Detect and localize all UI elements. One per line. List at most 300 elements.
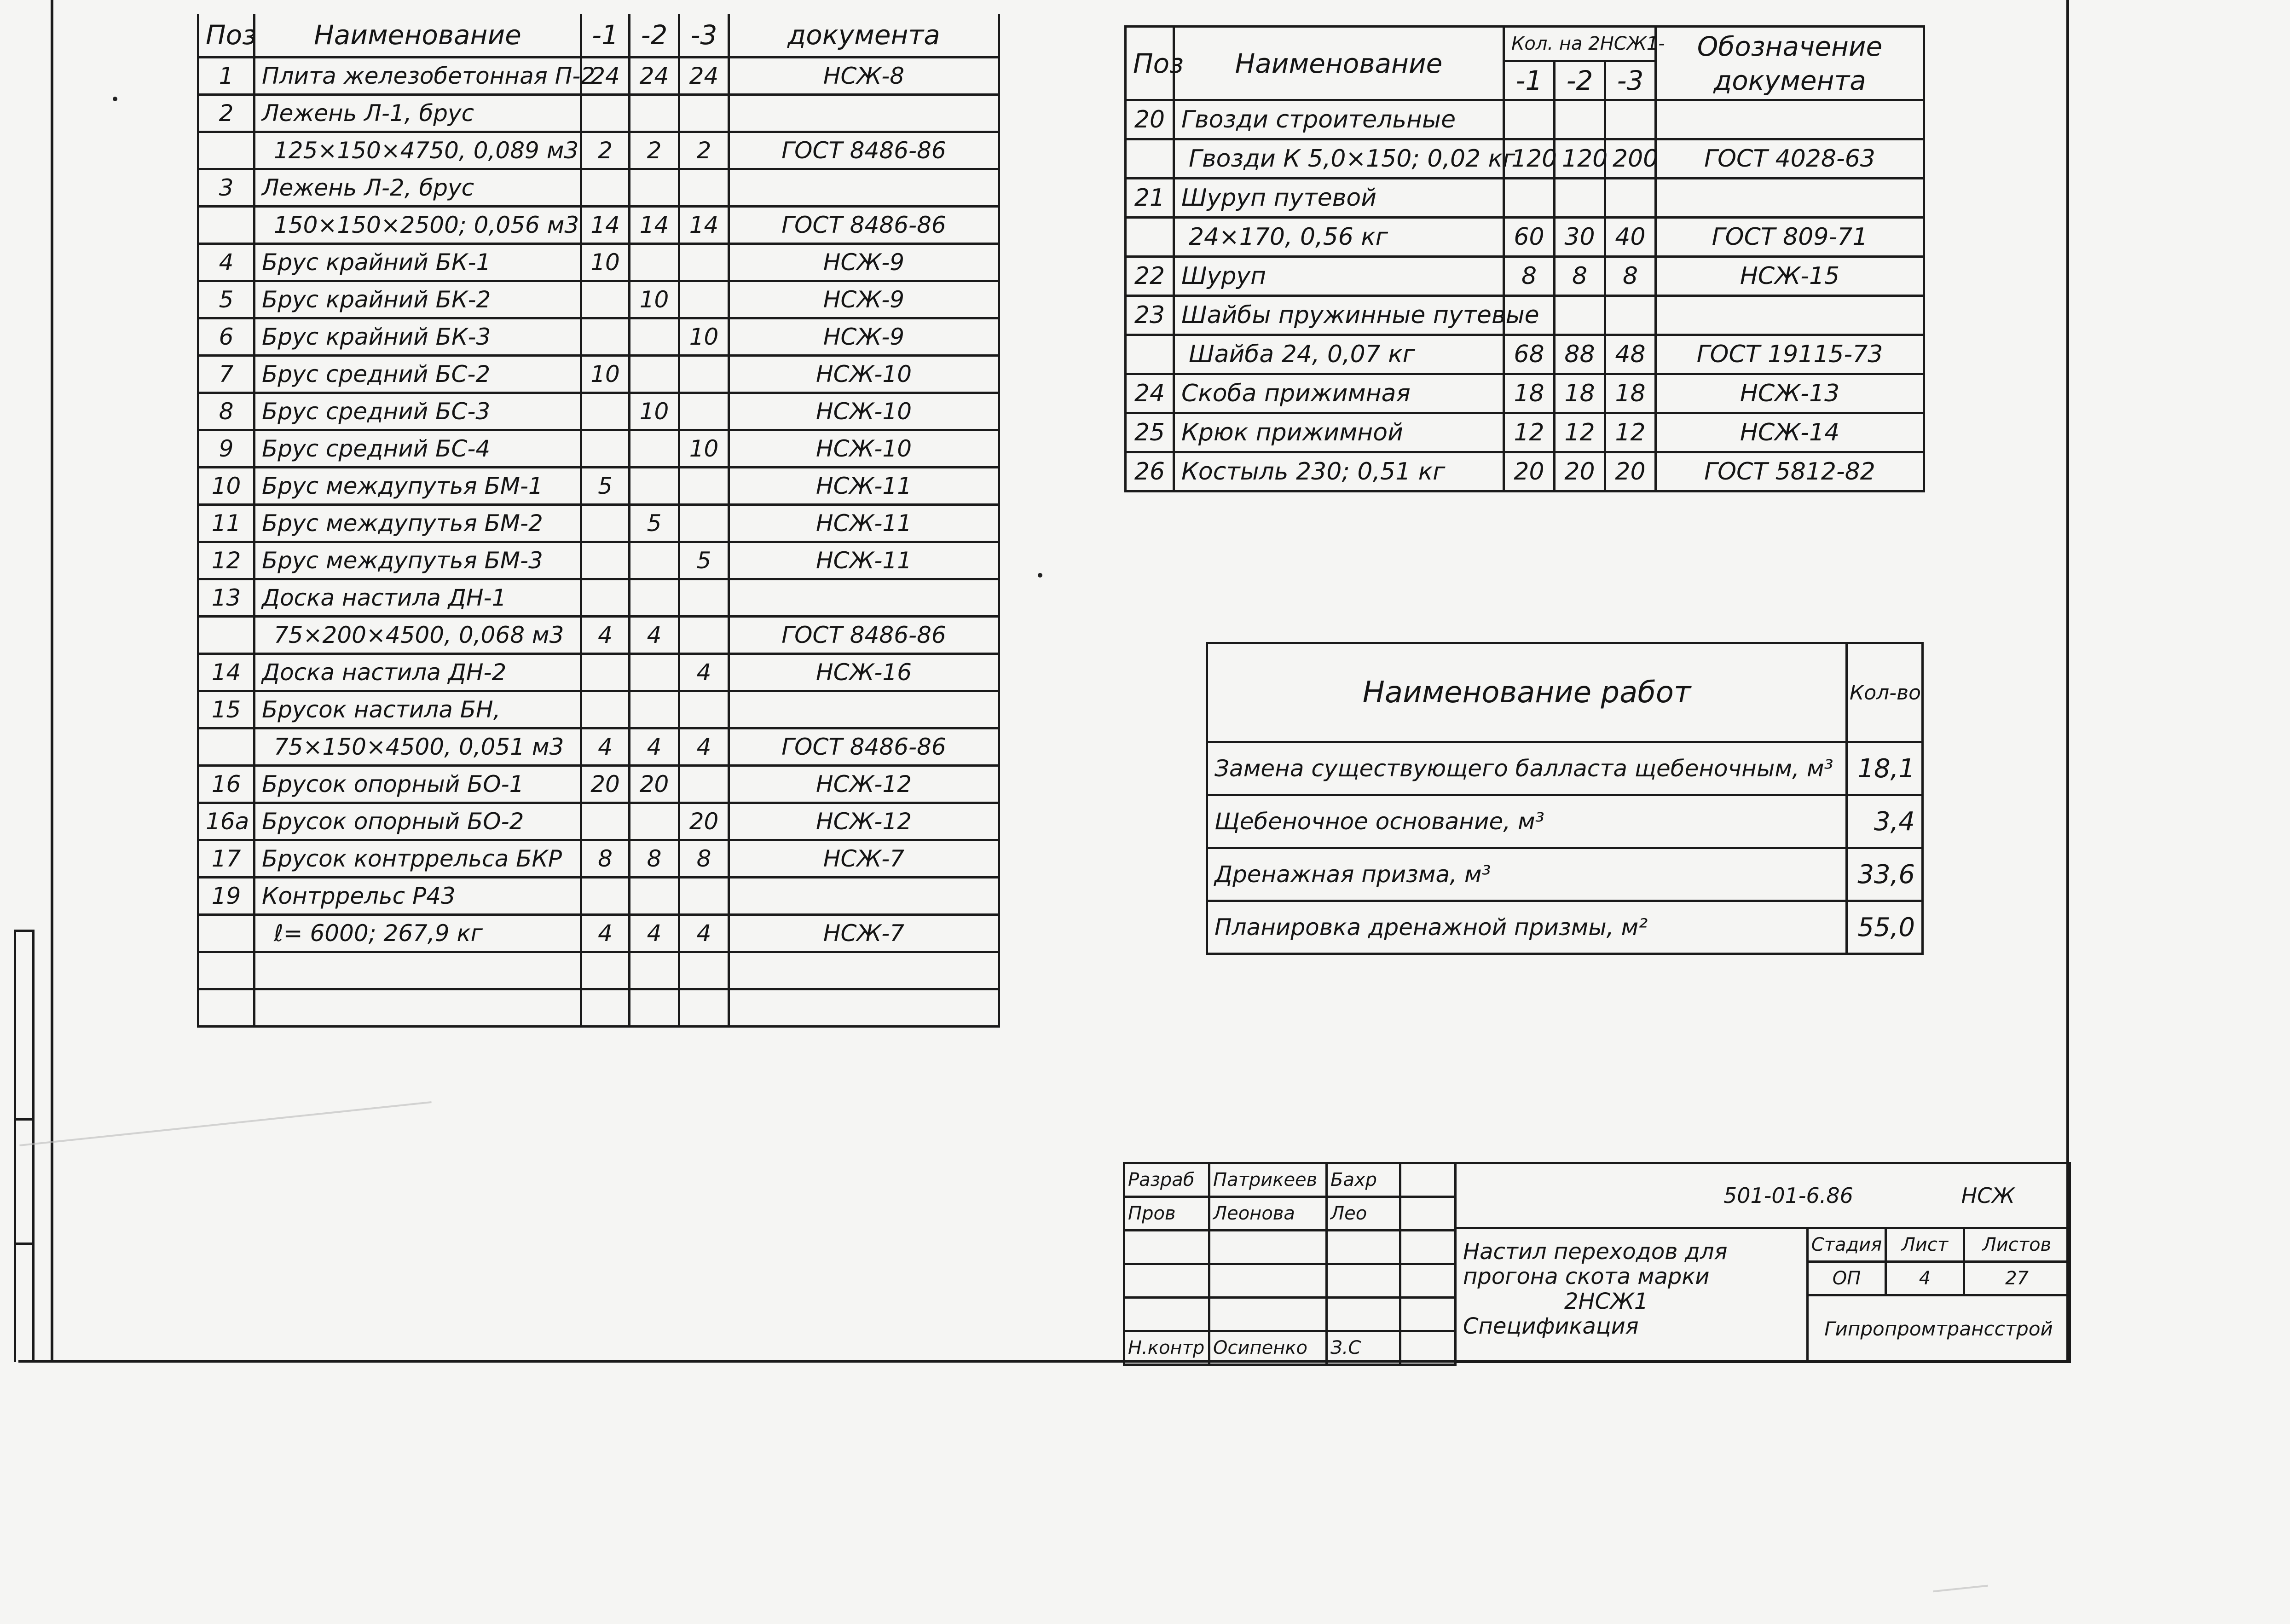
row-name: Брус средний БС-3 [254, 393, 581, 430]
row-name: Брусок настила БН, [254, 691, 581, 728]
col-header-name: Наименование [1174, 27, 1504, 100]
row-pos: 3 [198, 169, 254, 207]
speck [113, 97, 117, 101]
row-doc: НСЖ-11 [729, 505, 999, 542]
row-qty-2 [630, 878, 679, 915]
signature-date [1400, 1298, 1456, 1331]
row-qty-3: 10 [679, 430, 729, 468]
row-pos [1126, 139, 1174, 179]
signature-role [1124, 1231, 1209, 1264]
signature-date [1400, 1331, 1456, 1365]
signature-person: Леонова [1209, 1197, 1327, 1231]
row-qty-1: 14 [581, 207, 630, 244]
organization-name: Гипропромтрансстрой [1808, 1295, 2070, 1362]
table-row [1126, 139, 1924, 179]
row-doc: НСЖ-14 [1656, 413, 1924, 452]
row-qty-3: 5 [679, 542, 729, 579]
table-row [198, 878, 999, 915]
row-pos: 8 [198, 393, 254, 430]
row-pos: 11 [198, 505, 254, 542]
table-row [198, 840, 999, 878]
row-qty-1: 68 [1504, 335, 1555, 374]
row-qty-1: 24 [581, 58, 630, 95]
row-qty-1 [581, 281, 630, 318]
row-name: 125×150×4750, 0,089 м3 [254, 132, 581, 169]
table-row [1207, 795, 1923, 848]
row-name: Костыль 230; 0,51 кг [1174, 452, 1504, 491]
row-pos: 17 [198, 840, 254, 878]
row-qty-3 [679, 878, 729, 915]
row-doc: НСЖ-10 [729, 356, 999, 393]
row-qty-3 [679, 244, 729, 281]
row-name: 75×150×4500, 0,051 м3 [254, 728, 581, 766]
row-doc: НСЖ-9 [729, 281, 999, 318]
row-qty-2: 24 [630, 58, 679, 95]
row-qty-3 [679, 989, 729, 1027]
table-row [198, 989, 999, 1027]
col-header-work-qty: Кол-во [1847, 643, 1923, 742]
row-qty-3 [679, 468, 729, 505]
row-pos: 22 [1126, 257, 1174, 296]
table-row [198, 393, 999, 430]
row-qty-3: 2 [679, 132, 729, 169]
table-row [198, 132, 999, 169]
row-qty-2 [630, 95, 679, 132]
row-qty-2 [630, 318, 679, 356]
signature-row [1124, 1331, 1456, 1365]
row-doc [729, 952, 999, 989]
signature-person [1209, 1231, 1327, 1264]
row-qty-1: 20 [581, 766, 630, 803]
works-table [1206, 642, 1924, 955]
col-header-doc-line1: Обозначение [1697, 30, 1883, 62]
row-name: Шуруп [1174, 257, 1504, 296]
row-qty-2: 88 [1555, 335, 1605, 374]
row-doc: НСЖ-10 [729, 430, 999, 468]
row-name: Брусок опорный БО-1 [254, 766, 581, 803]
signature-person: Осипенко [1209, 1331, 1327, 1365]
col-header-doc-line2: документа [1713, 64, 1866, 96]
row-qty-1 [581, 691, 630, 728]
spec-table-left-body [198, 58, 999, 1027]
row-qty-1 [1504, 100, 1555, 139]
row-qty-2: 5 [630, 505, 679, 542]
document-code: 501-01-6.86 [1723, 1183, 1853, 1208]
row-pos: 20 [1126, 100, 1174, 139]
row-name: Шуруп путевой [1174, 179, 1504, 218]
spec-table-right [1124, 25, 1925, 492]
row-pos [198, 728, 254, 766]
row-doc: ГОСТ 4028-63 [1656, 139, 1924, 179]
row-doc: ГОСТ 19115-73 [1656, 335, 1924, 374]
row-pos [198, 915, 254, 952]
work-name: Дренажная призма, м³ [1207, 848, 1847, 901]
row-qty-1: 60 [1504, 218, 1555, 257]
row-doc: ГОСТ 809-71 [1656, 218, 1924, 257]
row-doc [729, 169, 999, 207]
sheet-value: 4 [1886, 1262, 1964, 1295]
row-doc: НСЖ-13 [1656, 374, 1924, 413]
row-pos: 12 [198, 542, 254, 579]
row-qty-2 [630, 952, 679, 989]
table-row [198, 728, 999, 766]
document-code-cell [1456, 1163, 2070, 1228]
row-doc: ГОСТ 5812-82 [1656, 452, 1924, 491]
row-name: Брус крайний БК-2 [254, 281, 581, 318]
row-doc: НСЖ-9 [729, 244, 999, 281]
row-pos: 5 [198, 281, 254, 318]
document-title-line1: Настил переходов для [1463, 1239, 1728, 1265]
table-row [1126, 374, 1924, 413]
row-qty-2 [1555, 296, 1605, 335]
row-qty-3: 200 [1605, 139, 1656, 179]
row-pos: 26 [1126, 452, 1174, 491]
row-name: Крюк прижимной [1174, 413, 1504, 452]
row-qty-2: 4 [630, 617, 679, 654]
row-qty-2 [630, 579, 679, 617]
signature-row [1124, 1298, 1456, 1331]
row-qty-3: 12 [1605, 413, 1656, 452]
row-pos: 16 [198, 766, 254, 803]
works-table-body [1207, 742, 1923, 954]
signature-role [1124, 1298, 1209, 1331]
row-pos: 15 [198, 691, 254, 728]
row-name: Брус средний БС-4 [254, 430, 581, 468]
row-qty-3: 40 [1605, 218, 1656, 257]
row-name: Брус средний БС-2 [254, 356, 581, 393]
row-name: Брус междупутья БМ-1 [254, 468, 581, 505]
signature-person [1209, 1264, 1327, 1298]
table-row [198, 207, 999, 244]
col-header-qty-1: -1 [581, 14, 630, 58]
table-row [198, 281, 999, 318]
table-row [1126, 335, 1924, 374]
title-block-labels-row [1456, 1228, 2070, 1262]
signature-role [1124, 1264, 1209, 1298]
row-pos: 16а [198, 803, 254, 840]
row-name: Брусок опорный БО-2 [254, 803, 581, 840]
row-qty-2: 120 [1555, 139, 1605, 179]
signature-date [1400, 1197, 1456, 1231]
row-qty-1 [581, 505, 630, 542]
binding-strip-low [14, 1243, 35, 1245]
sheets-label: Листов [1964, 1228, 2070, 1262]
table-row [198, 356, 999, 393]
row-qty-1 [581, 878, 630, 915]
row-qty-2: 12 [1555, 413, 1605, 452]
row-qty-1 [581, 169, 630, 207]
row-qty-1 [581, 952, 630, 989]
work-qty: 55,0 [1847, 901, 1923, 954]
signature-mark: З.С [1327, 1331, 1400, 1365]
row-pos [1126, 335, 1174, 374]
row-qty-2 [630, 989, 679, 1027]
table-header-row [198, 14, 999, 58]
row-name: Лежень Л-2, брус [254, 169, 581, 207]
row-pos: 10 [198, 468, 254, 505]
spec-table-right-body [1126, 100, 1924, 491]
row-qty-2: 8 [630, 840, 679, 878]
work-qty: 33,6 [1847, 848, 1923, 901]
row-qty-2: 30 [1555, 218, 1605, 257]
speck [1038, 573, 1042, 578]
signature-row [1124, 1264, 1456, 1298]
row-pos: 24 [1126, 374, 1174, 413]
row-name: Доска настила ДН-1 [254, 579, 581, 617]
row-qty-1: 20 [1504, 452, 1555, 491]
row-name: Шайба 24, 0,07 кг [1174, 335, 1504, 374]
row-pos [198, 207, 254, 244]
col-header-qty-2: -2 [1555, 61, 1605, 100]
col-header-doc: документа [729, 14, 999, 58]
row-qty-3 [679, 95, 729, 132]
row-pos [198, 989, 254, 1027]
row-qty-3: 8 [679, 840, 729, 878]
work-name: Планировка дренажной призмы, м² [1207, 901, 1847, 954]
document-title-line2: прогона скота марки [1463, 1264, 1710, 1289]
row-qty-2: 20 [1555, 452, 1605, 491]
col-header-qty-group: Кол. на 2НСЖ1- [1504, 27, 1656, 61]
row-doc [729, 691, 999, 728]
table-row [1207, 742, 1923, 795]
row-pos [198, 617, 254, 654]
signature-row [1124, 1197, 1456, 1231]
row-name: Шайбы пружинные путевые [1174, 296, 1504, 335]
title-block-main [1454, 1162, 2071, 1363]
row-pos: 14 [198, 654, 254, 691]
title-block-signatures [1123, 1162, 1457, 1366]
table-row [198, 579, 999, 617]
binding-strip [14, 930, 16, 1362]
row-qty-1 [581, 318, 630, 356]
row-name: Брус крайний БК-3 [254, 318, 581, 356]
table-row [1207, 848, 1923, 901]
row-name: Брусок контррельса БКР [254, 840, 581, 878]
row-doc: НСЖ-8 [729, 58, 999, 95]
row-pos: 23 [1126, 296, 1174, 335]
row-doc: ГОСТ 8486-86 [729, 617, 999, 654]
spec-table-left [197, 14, 1000, 1028]
row-name: Доска настила ДН-2 [254, 654, 581, 691]
row-qty-1 [581, 542, 630, 579]
table-row [198, 952, 999, 989]
row-qty-2: 8 [1555, 257, 1605, 296]
signature-date [1400, 1163, 1456, 1197]
row-doc: НСЖ-11 [729, 542, 999, 579]
row-name: Брус междупутья БМ-3 [254, 542, 581, 579]
row-name: 75×200×4500, 0,068 м3 [254, 617, 581, 654]
row-doc [729, 878, 999, 915]
binding-strip-top [14, 930, 35, 932]
row-name: Гвозди К 5,0×150; 0,02 кг [1174, 139, 1504, 179]
col-header-qty-3: -3 [679, 14, 729, 58]
row-qty-1 [581, 579, 630, 617]
row-doc: ГОСТ 8486-86 [729, 207, 999, 244]
table-row [198, 766, 999, 803]
row-qty-2: 18 [1555, 374, 1605, 413]
row-qty-2: 4 [630, 728, 679, 766]
row-qty-1: 2 [581, 132, 630, 169]
row-qty-1 [581, 393, 630, 430]
row-name: Скоба прижимная [1174, 374, 1504, 413]
row-qty-1 [581, 989, 630, 1027]
signature-mark: Лео [1327, 1197, 1400, 1231]
table-row [198, 915, 999, 952]
smudge [19, 1101, 431, 1146]
signature-person [1209, 1298, 1327, 1331]
row-qty-3: 4 [679, 654, 729, 691]
document-suffix: НСЖ [1961, 1183, 2015, 1208]
row-doc: НСЖ-10 [729, 393, 999, 430]
row-qty-2 [630, 654, 679, 691]
signature-mark: Бахр [1327, 1163, 1400, 1197]
row-qty-3 [679, 393, 729, 430]
row-qty-3 [679, 617, 729, 654]
row-doc [1656, 296, 1924, 335]
row-name [254, 989, 581, 1027]
row-doc: НСЖ-16 [729, 654, 999, 691]
sheet-label: Лист [1886, 1228, 1964, 1262]
stage-value: ОП [1808, 1262, 1886, 1295]
col-header-qty-3: -3 [1605, 61, 1656, 100]
title-block-signatures-body [1124, 1163, 1456, 1365]
row-name: Лежень Л-1, брус [254, 95, 581, 132]
row-qty-3: 24 [679, 58, 729, 95]
row-qty-2 [630, 468, 679, 505]
signature-role: Разраб [1124, 1163, 1209, 1197]
right-border-line [2066, 0, 2069, 1362]
row-pos: 4 [198, 244, 254, 281]
signature-role: Н.контр [1124, 1331, 1209, 1365]
row-qty-2 [630, 430, 679, 468]
table-row [198, 318, 999, 356]
row-name: 24×170, 0,56 кг [1174, 218, 1504, 257]
row-qty-1: 10 [581, 244, 630, 281]
table-row [198, 468, 999, 505]
row-doc: НСЖ-12 [729, 766, 999, 803]
table-row [1207, 901, 1923, 954]
row-pos: 6 [198, 318, 254, 356]
title-block-code-row [1456, 1163, 2070, 1228]
row-name: Гвозди строительные [1174, 100, 1504, 139]
row-qty-3 [679, 281, 729, 318]
row-qty-2: 10 [630, 393, 679, 430]
table-row [1126, 257, 1924, 296]
signature-mark [1327, 1264, 1400, 1298]
row-pos [198, 132, 254, 169]
stage-label: Стадия [1808, 1228, 1886, 1262]
row-qty-1 [581, 430, 630, 468]
row-pos: 1 [198, 58, 254, 95]
row-name: 150×150×2500; 0,056 м3 [254, 207, 581, 244]
row-qty-1 [581, 803, 630, 840]
signature-role: Пров [1124, 1197, 1209, 1231]
signature-person: Патрикеев [1209, 1163, 1327, 1197]
table-row [198, 654, 999, 691]
row-qty-3 [679, 169, 729, 207]
row-qty-2: 2 [630, 132, 679, 169]
row-doc: НСЖ-9 [729, 318, 999, 356]
row-pos: 25 [1126, 413, 1174, 452]
col-header-work-name: Наименование работ [1207, 643, 1847, 742]
sheets-value: 27 [1964, 1262, 2070, 1295]
row-qty-3 [679, 579, 729, 617]
table-header-row [1126, 27, 1924, 61]
row-doc [729, 579, 999, 617]
row-qty-3: 4 [679, 728, 729, 766]
row-qty-2 [630, 803, 679, 840]
col-header-doc [1656, 27, 1924, 100]
signature-mark [1327, 1231, 1400, 1264]
row-qty-2 [630, 542, 679, 579]
row-doc: НСЖ-12 [729, 803, 999, 840]
table-row [198, 542, 999, 579]
row-qty-1: 4 [581, 915, 630, 952]
row-qty-1: 120 [1504, 139, 1555, 179]
row-qty-1: 8 [1504, 257, 1555, 296]
row-name: Плита железобетонная П-2 [254, 58, 581, 95]
row-doc: НСЖ-7 [729, 915, 999, 952]
row-pos [198, 952, 254, 989]
row-qty-1: 18 [1504, 374, 1555, 413]
col-header-qty-1: -1 [1504, 61, 1555, 100]
signature-date [1400, 1231, 1456, 1264]
row-doc: ГОСТ 8486-86 [729, 728, 999, 766]
row-qty-1 [581, 654, 630, 691]
row-doc: НСЖ-11 [729, 468, 999, 505]
table-row [198, 617, 999, 654]
binding-strip-mid [14, 1118, 35, 1121]
row-qty-1: 10 [581, 356, 630, 393]
row-qty-2 [630, 169, 679, 207]
row-qty-1 [1504, 179, 1555, 218]
row-doc: ГОСТ 8486-86 [729, 132, 999, 169]
row-doc [729, 989, 999, 1027]
document-title-cell [1456, 1228, 1808, 1362]
row-doc [1656, 100, 1924, 139]
row-qty-3 [679, 505, 729, 542]
row-qty-2 [1555, 100, 1605, 139]
col-header-qty-2: -2 [630, 14, 679, 58]
signature-mark [1327, 1298, 1400, 1331]
row-qty-3: 20 [679, 803, 729, 840]
row-qty-1 [581, 95, 630, 132]
row-qty-3: 48 [1605, 335, 1656, 374]
table-row [1126, 179, 1924, 218]
table-row [198, 803, 999, 840]
row-qty-2: 14 [630, 207, 679, 244]
work-qty: 18,1 [1847, 742, 1923, 795]
row-qty-3 [1605, 100, 1656, 139]
row-qty-3 [679, 691, 729, 728]
row-pos: 9 [198, 430, 254, 468]
col-header-name: Наименование [254, 14, 581, 58]
row-pos: 13 [198, 579, 254, 617]
row-qty-3 [1605, 179, 1656, 218]
table-row [198, 505, 999, 542]
row-qty-3: 14 [679, 207, 729, 244]
left-border-line [51, 0, 53, 1362]
table-row [198, 430, 999, 468]
table-row [1126, 218, 1924, 257]
work-name: Щебеночное основание, м³ [1207, 795, 1847, 848]
work-qty: 3,4 [1847, 795, 1923, 848]
table-row [198, 58, 999, 95]
row-qty-1: 5 [581, 468, 630, 505]
row-name: Брус междупутья БМ-2 [254, 505, 581, 542]
row-qty-3: 4 [679, 915, 729, 952]
row-qty-1: 4 [581, 617, 630, 654]
